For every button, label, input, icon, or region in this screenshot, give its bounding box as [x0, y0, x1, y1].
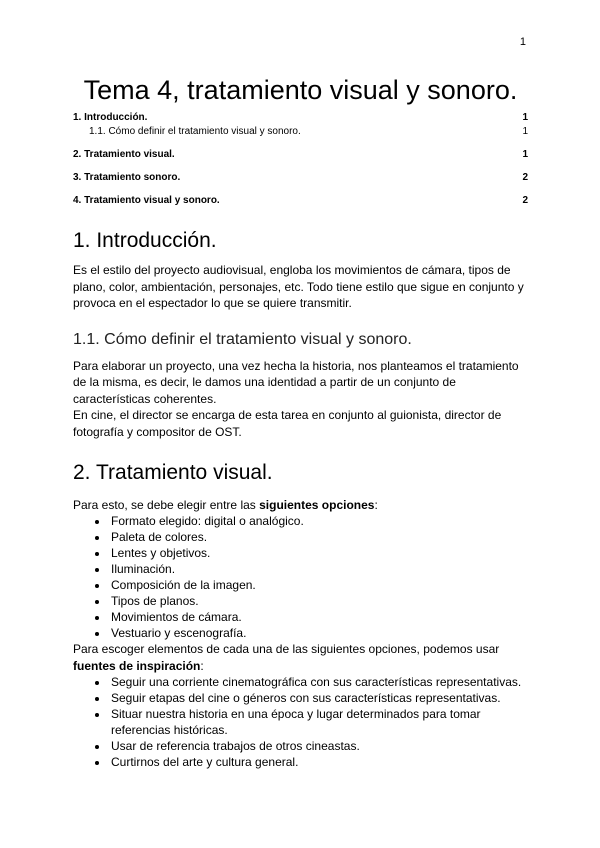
- list-item: • Iluminación.: [109, 561, 528, 577]
- toc-entry-page: 2: [522, 172, 528, 183]
- list-item: • Seguir etapas del cine o géneros con sus características representativas.: [109, 690, 528, 706]
- bold-text: siguientes opciones: [259, 497, 375, 512]
- section-heading-tratamiento-visual: 2. Tratamiento visual.: [73, 461, 273, 485]
- list-item: • Movimientos de cámara.: [109, 609, 528, 625]
- text-run: :: [200, 658, 204, 673]
- list-item: • Vestuario y escenografía.: [109, 625, 528, 641]
- document-title: Tema 4, tratamiento visual y sonoro.: [83, 75, 518, 105]
- list-item: • Usar de referencia trabajos de otros cineastas.: [109, 738, 528, 754]
- toc-entry-tratamiento-sonoro[interactable]: [73, 172, 528, 183]
- list-item: • Tipos de planos.: [109, 593, 528, 609]
- section-paragraph: Para elaborar un proyecto, una vez hecha la historia, nos planteamos el tratamiento de la misma, es decir, le damos una identidad a partir de un conjunto de características coherentes.: [73, 358, 519, 406]
- toc-entry-label: 2. Tratamiento visual.: [73, 149, 175, 160]
- toc-entry-label: 1. Introducción.: [73, 112, 148, 123]
- toc-entry-label: 4. Tratamiento visual y sonoro.: [73, 195, 220, 206]
- list-item: • Situar nuestra historia en una época y lugar determinados para tomar referencias históricas.: [109, 706, 528, 738]
- section-paragraph: [73, 641, 528, 674]
- table-of-contents: [73, 112, 528, 206]
- subsection-heading-como-definir: 1.1. Cómo definir el tratamiento visual y sonoro.: [73, 330, 412, 348]
- list-item: • Seguir una corriente cinematográfica con sus características representativas.: [109, 674, 528, 690]
- toc-entry-page: 2: [522, 195, 528, 206]
- list-item: • Lentes y objetivos.: [109, 545, 528, 561]
- toc-entry-tratamiento-visual-sonoro[interactable]: [73, 195, 528, 206]
- section-heading-introduccion: 1. Introducción.: [73, 229, 217, 252]
- toc-entry-tratamiento-visual[interactable]: [73, 149, 528, 160]
- document-body: [73, 228, 528, 770]
- list-item: • Paleta de colores.: [109, 529, 528, 545]
- toc-entry-como-definir[interactable]: [73, 126, 528, 137]
- toc-entry-page: 1: [522, 149, 528, 160]
- list-item: • Curtirnos del arte y cultura general.: [109, 754, 528, 770]
- text-run: Para escoger elementos de cada una de las siguientes opciones, podemos usar: [73, 642, 500, 656]
- sources-list: [73, 674, 528, 770]
- toc-entry-introduccion[interactable]: [73, 112, 528, 123]
- list-item: • Composición de la imagen.: [109, 577, 528, 593]
- toc-entry-label: 1.1. Cómo definir el tratamiento visual y sonoro.: [89, 126, 301, 137]
- text-run: Para esto, se debe elegir entre las: [73, 497, 260, 512]
- toc-entry-page: 1: [522, 112, 528, 123]
- toc-entry-page: 1: [522, 126, 528, 137]
- section-paragraph: [73, 497, 528, 514]
- text-run: :: [374, 497, 378, 512]
- bold-text: fuentes de inspiración: [73, 658, 201, 673]
- page-number: 1: [519, 36, 526, 48]
- toc-entry-label: 3. Tratamiento sonoro.: [73, 172, 181, 183]
- section-paragraph: En cine, el director se encarga de esta tarea en conjunto al guionista, director de fotografía y compositor de OST.: [73, 408, 502, 439]
- list-item: • Formato elegido: digital o analógico.: [109, 513, 528, 529]
- options-list: [73, 513, 528, 641]
- section-paragraph: Es el estilo del proyecto audiovisual, engloba los movimientos de cámara, tipos de plano, color, ambientación, personajes, etc. Todo tiene estilo que sigue en conjunto y provoca en el espectador lo que se quiere transmitir.: [73, 263, 524, 311]
